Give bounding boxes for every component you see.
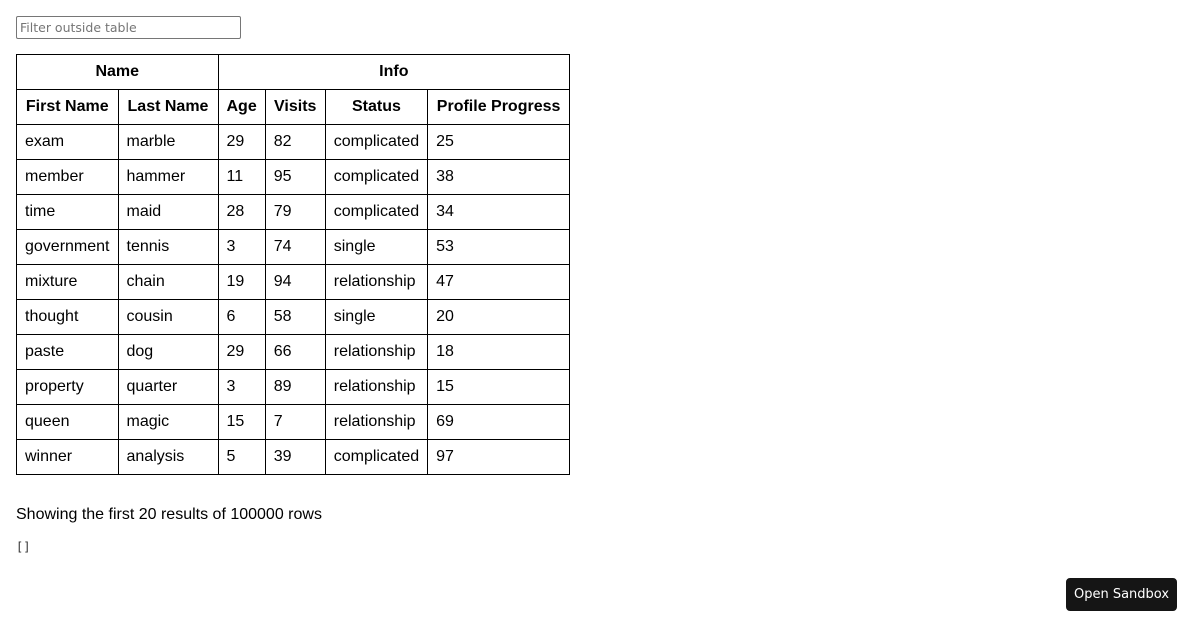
data-table <box>16 54 570 475</box>
cell-first-name: mixture <box>17 265 119 300</box>
cell-profile-progress: 47 <box>428 265 570 300</box>
cell-age: 6 <box>218 300 265 335</box>
cell-profile-progress: 20 <box>428 300 570 335</box>
cell-first-name: property <box>17 370 119 405</box>
cell-first-name: queen <box>17 405 119 440</box>
cell-profile-progress: 38 <box>428 160 570 195</box>
table-row <box>17 230 570 265</box>
cell-last-name: analysis <box>118 440 218 475</box>
table-row <box>17 265 570 300</box>
cell-profile-progress: 15 <box>428 370 570 405</box>
cell-age: 11 <box>218 160 265 195</box>
cell-status: complicated <box>325 125 427 160</box>
cell-status: relationship <box>325 405 427 440</box>
cell-visits: 89 <box>265 370 325 405</box>
table-row <box>17 300 570 335</box>
cell-last-name: maid <box>118 195 218 230</box>
table-row <box>17 370 570 405</box>
cell-first-name: exam <box>17 125 119 160</box>
table-row <box>17 195 570 230</box>
cell-profile-progress: 25 <box>428 125 570 160</box>
table-row <box>17 405 570 440</box>
cell-profile-progress: 53 <box>428 230 570 265</box>
column-header-last-name: Last Name <box>118 90 218 125</box>
column-header-visits: Visits <box>265 90 325 125</box>
filter-input[interactable] <box>16 16 241 39</box>
cell-last-name: magic <box>118 405 218 440</box>
cell-profile-progress: 69 <box>428 405 570 440</box>
cell-last-name: tennis <box>118 230 218 265</box>
cell-status: relationship <box>325 370 427 405</box>
cell-last-name: quarter <box>118 370 218 405</box>
cell-age: 15 <box>218 405 265 440</box>
cell-age: 29 <box>218 125 265 160</box>
table-row <box>17 160 570 195</box>
cell-first-name: member <box>17 160 119 195</box>
cell-status: relationship <box>325 335 427 370</box>
cell-status: single <box>325 300 427 335</box>
cell-age: 3 <box>218 370 265 405</box>
cell-first-name: winner <box>17 440 119 475</box>
cell-last-name: hammer <box>118 160 218 195</box>
cell-visits: 39 <box>265 440 325 475</box>
table-row <box>17 335 570 370</box>
cell-profile-progress: 34 <box>428 195 570 230</box>
open-sandbox-button[interactable]: Open Sandbox <box>1066 578 1177 611</box>
table-row <box>17 440 570 475</box>
column-header-row <box>17 90 570 125</box>
cell-profile-progress: 18 <box>428 335 570 370</box>
group-header-row <box>17 55 570 90</box>
cell-first-name: thought <box>17 300 119 335</box>
cell-age: 3 <box>218 230 265 265</box>
cell-visits: 94 <box>265 265 325 300</box>
column-header-age: Age <box>218 90 265 125</box>
column-header-first-name: First Name <box>17 90 119 125</box>
cell-first-name: time <box>17 195 119 230</box>
cell-visits: 79 <box>265 195 325 230</box>
cell-status: complicated <box>325 160 427 195</box>
state-output: [] <box>16 540 31 554</box>
cell-visits: 95 <box>265 160 325 195</box>
cell-status: relationship <box>325 265 427 300</box>
cell-age: 5 <box>218 440 265 475</box>
table-row <box>17 125 570 160</box>
cell-visits: 74 <box>265 230 325 265</box>
column-header-status: Status <box>325 90 427 125</box>
cell-age: 28 <box>218 195 265 230</box>
cell-last-name: marble <box>118 125 218 160</box>
cell-last-name: cousin <box>118 300 218 335</box>
cell-visits: 58 <box>265 300 325 335</box>
cell-age: 19 <box>218 265 265 300</box>
cell-status: complicated <box>325 440 427 475</box>
cell-status: complicated <box>325 195 427 230</box>
group-header-name: Name <box>17 55 219 90</box>
table-body <box>17 125 570 475</box>
cell-status: single <box>325 230 427 265</box>
cell-last-name: chain <box>118 265 218 300</box>
table-head <box>17 55 570 125</box>
cell-visits: 66 <box>265 335 325 370</box>
cell-visits: 82 <box>265 125 325 160</box>
group-header-info: Info <box>218 55 570 90</box>
cell-first-name: government <box>17 230 119 265</box>
cell-profile-progress: 97 <box>428 440 570 475</box>
column-header-profile-progress: Profile Progress <box>428 90 570 125</box>
cell-age: 29 <box>218 335 265 370</box>
results-summary: Showing the first 20 results of 100000 rows <box>16 506 322 523</box>
cell-first-name: paste <box>17 335 119 370</box>
cell-visits: 7 <box>265 405 325 440</box>
cell-last-name: dog <box>118 335 218 370</box>
